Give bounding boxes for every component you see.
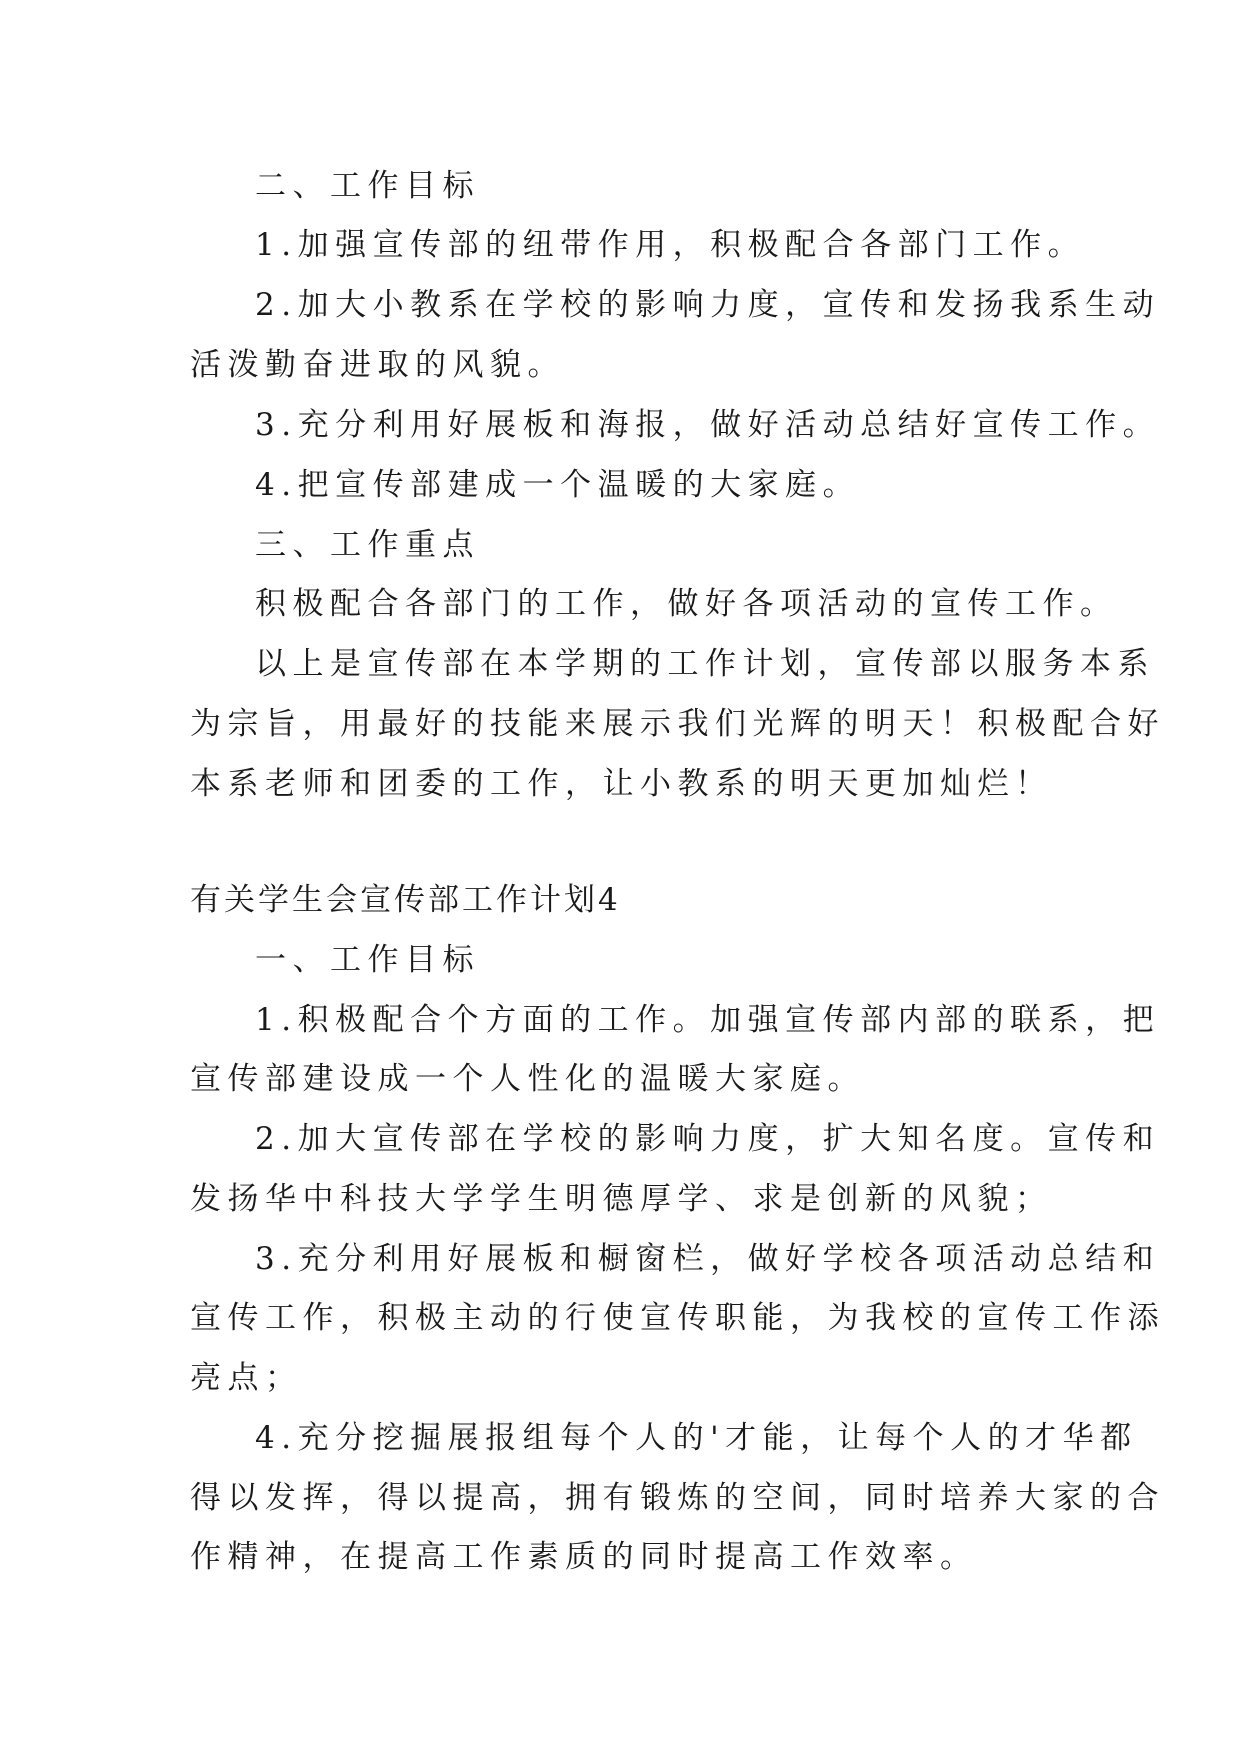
paragraph-line: 1.加强宣传部的纽带作用，积极配合各部门工作。 [255,227,1086,263]
paragraph-line: 积极配合各部门的工作，做好各项活动的宣传工作。 [255,586,1118,622]
paragraph-line: 发扬华中科技大学学生明德厚学、求是创新的风貌； [190,1181,1053,1217]
paragraph-line: 得以发挥，得以提高，拥有锻炼的空间，同时培养大家的合 [190,1480,1165,1516]
paragraph-line: 以上是宣传部在本学期的工作计划，宣传部以服务本系 [255,646,1155,682]
paragraph-line: 1.积极配合个方面的工作。加强宣传部内部的联系，把 [255,1002,1161,1038]
paragraph-line: 宣传部建设成一个人性化的温暖大家庭。 [190,1061,865,1097]
paragraph-line: 宣传工作，积极主动的行使宣传职能，为我校的宣传工作添 [190,1300,1165,1336]
section-heading: 二、工作目标 [255,168,480,204]
paragraph-line: 3.充分利用好展板和海报，做好活动总结好宣传工作。 [255,407,1161,443]
paragraph-line: 本系老师和团委的工作，让小教系的明天更加灿烂！ [190,766,1053,802]
paragraph-line: 为宗旨，用最好的技能来展示我们光辉的明天！积极配合好 [190,706,1165,742]
paragraph-line: 2.加大小教系在学校的影响力度，宣传和发扬我系生动 [255,287,1161,323]
section-heading: 一、工作目标 [255,942,480,978]
document-title: 有关学生会宣传部工作计划4 [190,882,621,918]
paragraph-line: 2.加大宣传部在学校的影响力度，扩大知名度。宣传和 [255,1121,1161,1157]
paragraph-line: 活泼勤奋进取的风貌。 [190,347,565,383]
paragraph-line: 作精神，在提高工作素质的同时提高工作效率。 [190,1539,978,1575]
paragraph-line: 4.把宣传部建成一个温暖的大家庭。 [255,467,861,503]
paragraph-line: 亮点； [190,1360,303,1396]
section-heading: 三、工作重点 [255,527,480,563]
paragraph-line: 3.充分利用好展板和橱窗栏，做好学校各项活动总结和 [255,1241,1161,1277]
paragraph-line: 4.充分挖掘展报组每个人的'才能，让每个人的才华都 [255,1420,1138,1456]
